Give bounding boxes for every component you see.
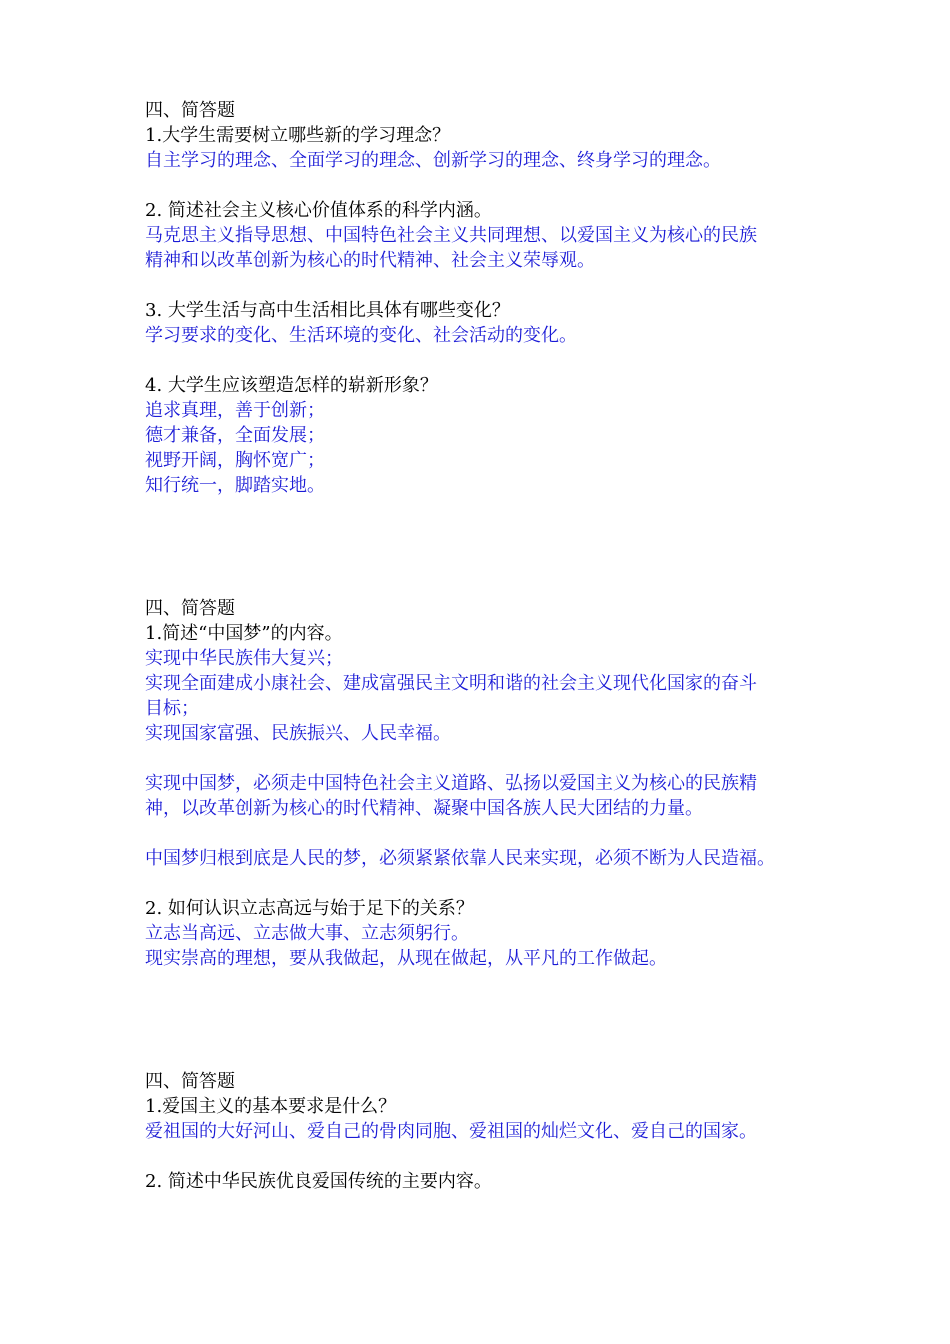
spacer	[145, 746, 825, 771]
answer-line: 实现全面建成小康社会、建成富强民主文明和谐的社会主义现代化国家的奋斗	[145, 673, 757, 694]
question-2: 2. 如何认识立志高远与始于足下的关系？	[145, 898, 474, 919]
spacer	[145, 1144, 825, 1169]
spacer	[145, 821, 825, 846]
question-4: 4. 大学生应该塑造怎样的崭新形象？	[145, 375, 438, 396]
question-2: 2. 简述中华民族优良爱国传统的主要内容。	[145, 1171, 492, 1192]
section-heading: 四、简答题	[145, 100, 235, 121]
question-1: 1.简述“中国梦”的内容。	[145, 623, 343, 644]
answer-line: 学习要求的变化、生活环境的变化、社会活动的变化。	[145, 325, 577, 346]
answer-line: 德才兼备，全面发展；	[145, 425, 325, 446]
answer-line: 视野开阔，胸怀宽广；	[145, 450, 325, 471]
section-1	[145, 98, 825, 498]
section-heading: 四、简答题	[145, 1071, 235, 1092]
answer-line: 知行统一，脚踏实地。	[145, 475, 325, 496]
answer-line: 中国梦归根到底是人民的梦，必须紧紧依靠人民来实现，必须不断为人民造福。	[145, 848, 775, 869]
spacer	[145, 273, 825, 298]
answer-line: 精神和以改革创新为核心的时代精神、社会主义荣辱观。	[145, 250, 595, 271]
question-2: 2. 简述社会主义核心价值体系的科学内涵。	[145, 200, 492, 221]
answer-line: 爱祖国的大好河山、爱自己的骨肉同胞、爱祖国的灿烂文化、爱自己的国家。	[145, 1121, 757, 1142]
answer-line: 实现国家富强、民族振兴、人民幸福。	[145, 723, 451, 744]
spacer	[145, 173, 825, 198]
answer-line: 自主学习的理念、全面学习的理念、创新学习的理念、终身学习的理念。	[145, 150, 721, 171]
question-1: 1.爱国主义的基本要求是什么？	[145, 1096, 397, 1117]
spacer	[145, 871, 825, 896]
answer-line: 实现中华民族伟大复兴；	[145, 648, 343, 669]
question-1: 1.大学生需要树立哪些新的学习理念？	[145, 125, 451, 146]
answer-line: 立志当高远、立志做大事、立志须躬行。	[145, 923, 469, 944]
answer-line: 现实崇高的理想，要从我做起，从现在做起，从平凡的工作做起。	[145, 948, 667, 969]
section-heading: 四、简答题	[145, 598, 235, 619]
answer-line: 目标；	[145, 698, 199, 719]
spacer	[145, 348, 825, 373]
answer-line: 神，以改革创新为核心的时代精神、凝聚中国各族人民大团结的力量。	[145, 798, 703, 819]
answer-line: 追求真理，善于创新；	[145, 400, 325, 421]
answer-line: 实现中国梦，必须走中国特色社会主义道路、弘扬以爱国主义为核心的民族精	[145, 773, 757, 794]
answer-line: 马克思主义指导思想、中国特色社会主义共同理想、以爱国主义为核心的民族	[145, 225, 757, 246]
section-3	[145, 1069, 825, 1194]
question-3: 3. 大学生活与高中生活相比具体有哪些变化？	[145, 300, 510, 321]
section-2	[145, 596, 825, 971]
